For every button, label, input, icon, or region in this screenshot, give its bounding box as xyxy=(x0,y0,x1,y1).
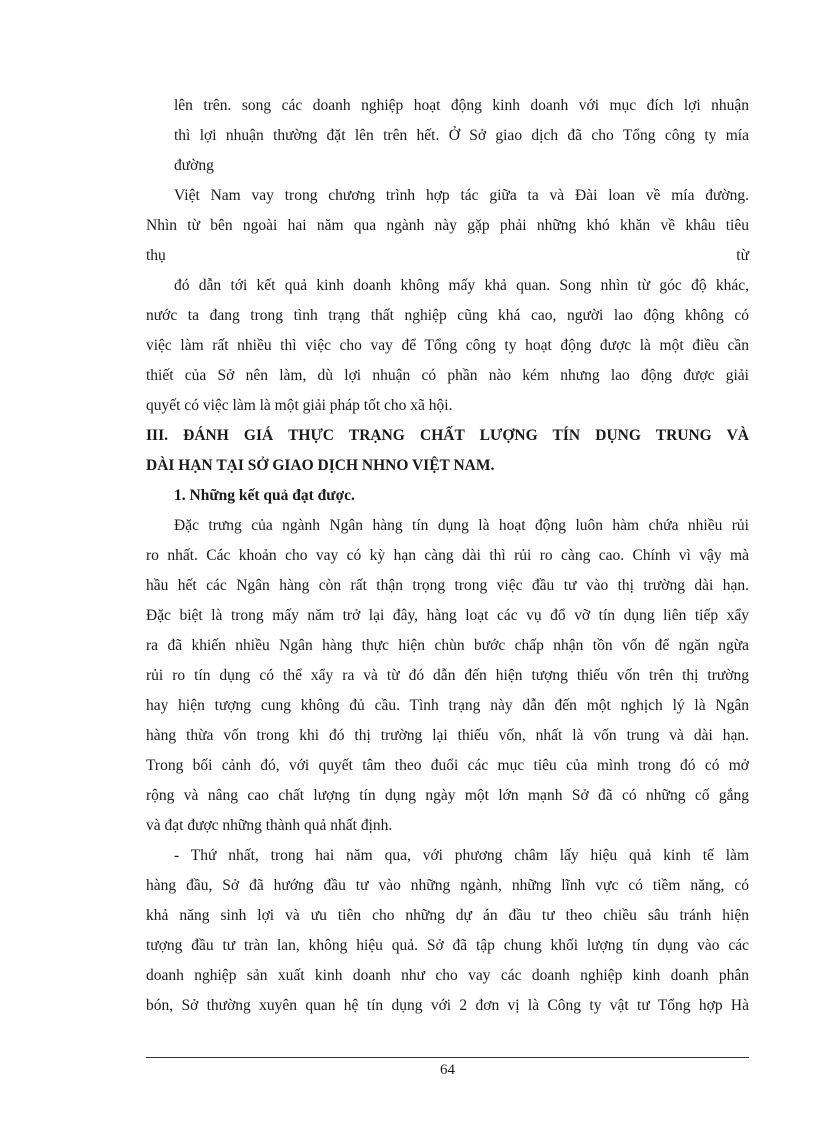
text-line: nước ta đang trong tình trạng thất nghiệp cũng khá cao, người lao động không có xyxy=(146,307,749,324)
text-line: rủi ro tín dụng có thể xẩy ra và từ đó dẫn đến hiện tượng thiếu vốn trên thị trường xyxy=(146,667,749,684)
text-line: bón, Sở thường xuyên quan hệ tín dụng với 2 đơn vị là Công ty vật tư Tổng hợp Hà xyxy=(146,997,749,1014)
text-line: rộng và nâng cao chất lượng tín dụng ngày một lớn mạnh Sở đã có những cố gắng xyxy=(146,787,749,804)
text-line: hàng thừa vốn trong khi đó thị trường lại thiếu vốn, nhất là vốn trung và dài hạn. xyxy=(146,727,749,744)
text-line: Đặc biệt là trong mấy năm trở lại đây, hàng loạt các vụ đổ vỡ tín dụng liên tiếp xẩy xyxy=(146,607,749,624)
section-heading-line: III. ĐÁNH GIÁ THỰC TRẠNG CHẤT LƯỢNG TÍN DỤNG TRUNG VÀ xyxy=(146,427,749,444)
document-body xyxy=(146,91,749,1021)
text-line: - Thứ nhất, trong hai năm qua, với phương châm lấy hiệu quả kinh tế làm xyxy=(174,847,749,864)
text-line: hay hiện tượng cung không đủ cầu. Tình trạng này dẫn đến một nghịch lý là Ngân xyxy=(146,697,749,714)
text-line: tượng đầu tư tràn lan, không hiệu quả. Sở đã tập chung khối lượng tín dụng vào các xyxy=(146,937,749,954)
text-line: Trong bối cảnh đó, với quyết tâm theo đuổi các mục tiêu của mình trong đó có mở xyxy=(146,757,749,774)
text-line: quyết có việc làm là một giải pháp tốt cho xã hội. xyxy=(146,397,453,414)
page-number: 64 xyxy=(440,1062,455,1078)
text-line: đó dẫn tới kết quả kinh doanh không mấy khả quan. Song nhìn từ góc độ khác, xyxy=(174,277,749,294)
section-heading-line: DÀI HẠN TẠI SỞ GIAO DỊCH NHNO VIỆT NAM. xyxy=(146,457,495,474)
text-line: đường xyxy=(174,157,214,174)
text-line: và đạt được những thành quả nhất định. xyxy=(146,817,393,834)
text-line: doanh nghiệp sản xuất kinh doanh như cho vay các doanh nghiệp kinh doanh phân xyxy=(146,967,749,984)
text-line: Đặc trưng của ngành Ngân hàng tín dụng là hoạt động luôn hàm chứa nhiều rủi xyxy=(174,517,749,534)
text-line: hầu hết các Ngân hàng còn rất thận trọng trong việc đầu tư vào thị trường dài hạn. xyxy=(146,577,749,594)
text-line: thụ xyxy=(146,247,166,264)
text-line: hàng đầu, Sở đã hướng đầu tư vào những ngành, những lĩnh vực có tiềm năng, có xyxy=(146,877,749,894)
text-line: khả năng sinh lợi và ưu tiên cho những dự án đầu tư theo chiều sâu tránh hiện xyxy=(146,907,749,924)
text-line: ra đã khiến nhiều Ngân hàng thực hiện chùn bước chấp nhận tồn vốn để ngăn ngừa xyxy=(146,637,749,654)
section-heading-line: 1. Những kết quả đạt được. xyxy=(174,487,355,504)
text-line: ro nhất. Các khoản cho vay có kỳ hạn càng dài thì rủi ro càng cao. Chính vì vậy mà xyxy=(146,547,749,564)
footer-divider xyxy=(146,1057,749,1058)
text-line: thì lợi nhuận thường đặt lên trên hết. Ở Sở giao dịch đã cho Tổng công ty mía xyxy=(174,127,749,144)
stray-word-line: từ xyxy=(736,247,749,264)
text-line: lên trên. song các doanh nghiệp hoạt động kinh doanh với mục đích lợi nhuận xyxy=(174,97,749,114)
text-line: Nhìn từ bên ngoài hai năm qua ngành này gặp phải những khó khăn về khâu tiêu xyxy=(146,217,749,234)
text-line: Việt Nam vay trong chương trình hợp tác giữa ta và Đài loan về mía đường. xyxy=(174,187,749,204)
text-line: việc làm rất nhiều thì việc cho vay để Tổng công ty hoạt động được là một điều cần xyxy=(146,337,749,354)
text-line: thiết của Sở nên làm, dù lợi nhuận có phần nào kém nhưng lao động được giải xyxy=(146,367,749,384)
